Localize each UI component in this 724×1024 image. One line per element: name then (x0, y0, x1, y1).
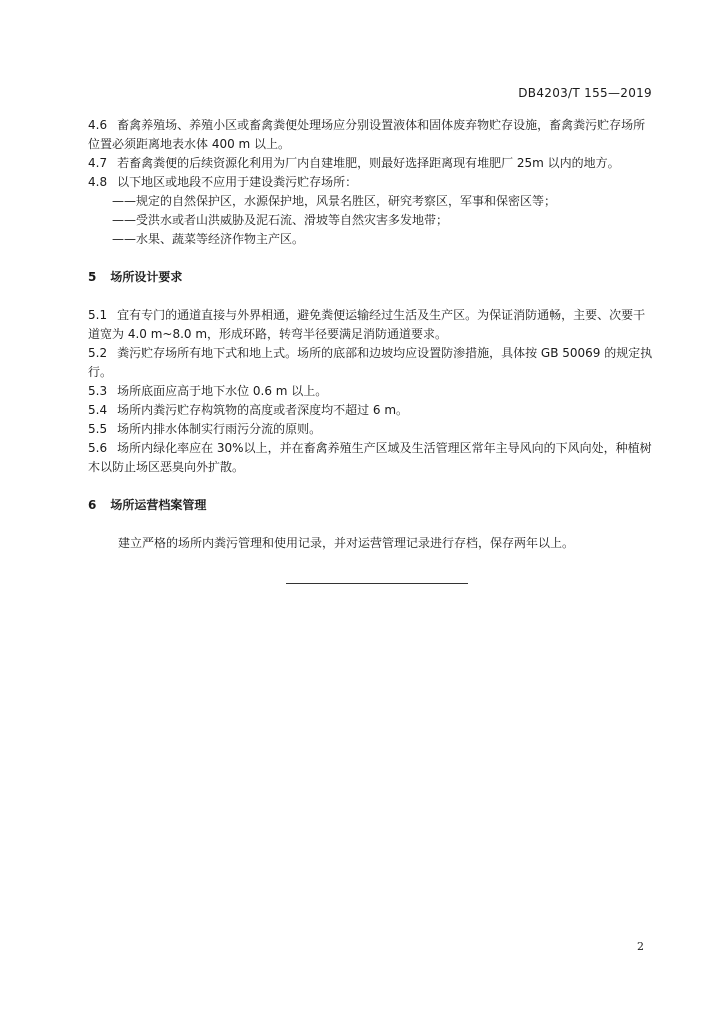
clause-5-6 (88, 439, 654, 477)
section-title: 场所运营档案管理 (110, 498, 207, 512)
clause-text: 场所内排水体制实行雨污分流的原则。 (117, 422, 322, 436)
clause-5-2 (88, 344, 654, 382)
clause-5-5 (88, 420, 654, 439)
clause-text: 宜有专门的通道直接与外界相通，避免粪便运输经过生活及生产区。为保证消防通畅，主要、次要干道宽为 4.0 m~8.0 m，形成环路，转弯半径要满足消防通道要求。 (88, 308, 646, 341)
section-heading-5 (88, 268, 654, 287)
document-code: DB4203/T 155—2019 (518, 86, 652, 100)
section-title: 场所设计要求 (110, 270, 183, 284)
clause-number: 5.2 (88, 346, 108, 360)
clause-4-7 (88, 154, 654, 173)
clause-5-1 (88, 306, 654, 344)
list-item: ——规定的自然保护区，水源保护地，风景名胜区，研究考察区，军事和保密区等； (112, 194, 557, 208)
clause-4-6 (88, 116, 654, 154)
clause-number: 4.7 (88, 156, 108, 170)
clause-text: 粪污贮存场所有地下式和地上式。场所的底部和边坡均应设置防渗措施，具体按 GB 50069 的规定执行。 (88, 346, 653, 379)
clause-5-4 (88, 401, 654, 420)
list-item: ——水果、蔬菜等经济作物主产区。 (112, 232, 305, 246)
clause-text: 场所内绿化率应在 30%以上，并在畜禽养殖生产区域及生活管理区常年主导风向的下风向处，种植树木以防止场区恶臭向外扩散。 (88, 441, 652, 474)
clause-text: 畜禽养殖场、养殖小区或畜禽粪便处理场应分别设置液体和固体废弃物贮存设施，畜禽粪污贮存场所位置必须距离地表水体 400 m 以上。 (88, 118, 646, 151)
section-number: 5 (88, 270, 97, 284)
clause-number: 5.3 (88, 384, 108, 398)
clause-number: 5.5 (88, 422, 108, 436)
clause-number: 5.4 (88, 403, 108, 417)
section-heading-6 (88, 496, 654, 515)
clause-text: 以下地区或地段不应用于建设粪污贮存场所： (117, 175, 358, 189)
page-number: 2 (637, 940, 644, 953)
clause-text: 场所底面应高于地下水位 0.6 m 以上。 (117, 384, 328, 398)
clause-text: 场所内粪污贮存构筑物的高度或者深度均不超过 6 m。 (117, 403, 409, 417)
section-number: 6 (88, 498, 97, 512)
clause-5-3 (88, 382, 654, 401)
page-content (88, 116, 654, 553)
clause-number: 4.8 (88, 175, 108, 189)
clause-number: 5.1 (88, 308, 108, 322)
clause-number: 5.6 (88, 441, 108, 455)
clause-number: 4.6 (88, 118, 108, 132)
clause-text: 若畜禽粪便的后续资源化利用为厂内自建堆肥，则最好选择距离现有堆肥厂 25m 以内的地方。 (117, 156, 620, 170)
end-of-document-rule (286, 583, 468, 584)
section-6-body: 建立严格的场所内粪污管理和使用记录，并对运营管理记录进行存档，保存两年以上。 (118, 536, 575, 550)
clause-4-8 (88, 173, 654, 192)
list-item: ——受洪水或者山洪威胁及泥石流、滑坡等自然灾害多发地带； (112, 213, 449, 227)
